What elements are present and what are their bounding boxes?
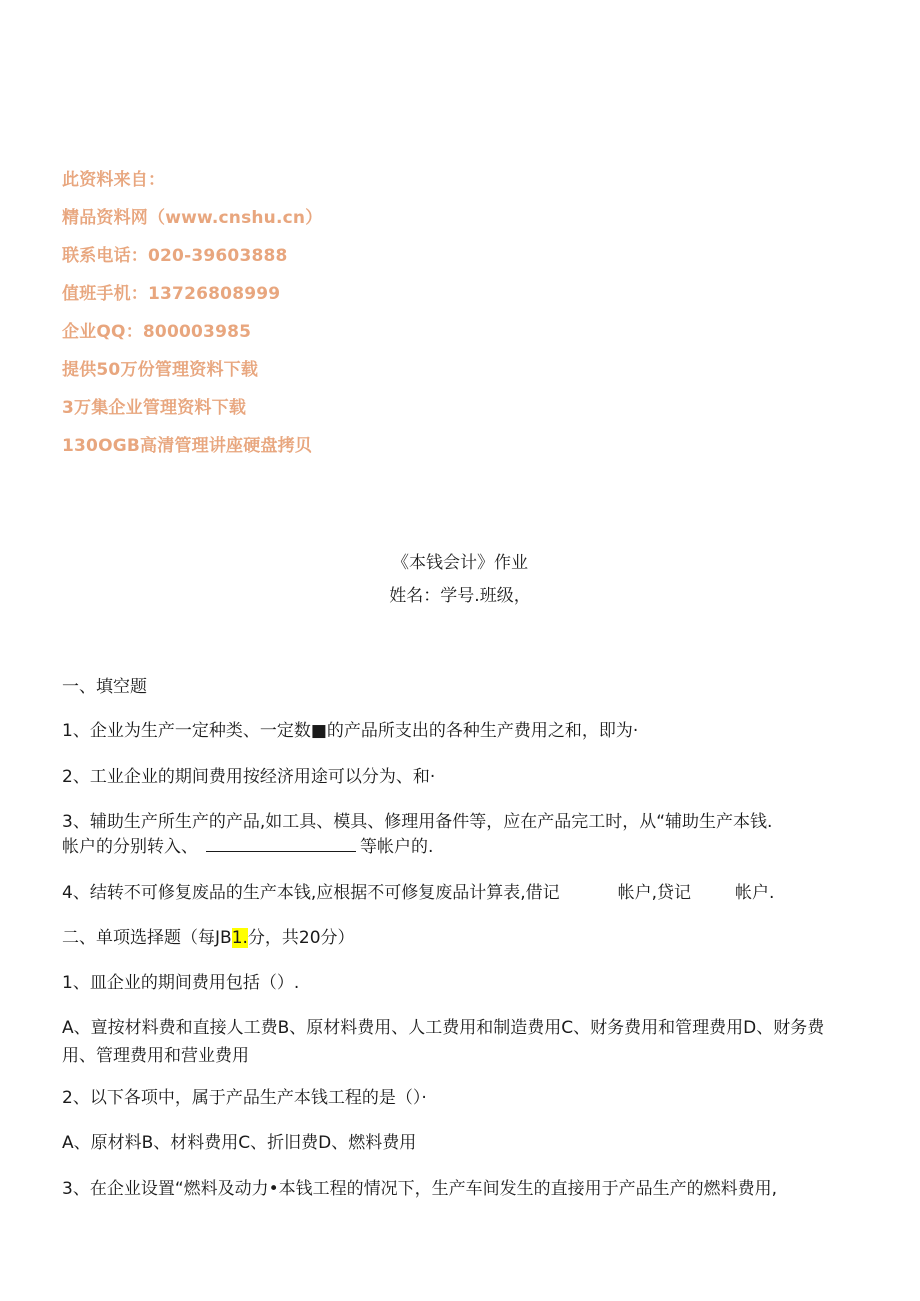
fill-question-3-line-2 (62, 833, 862, 861)
fill-question-2: 2、工业企业的期间费用按经济用途可以分为、和· (62, 767, 436, 787)
choice-question-2-options: A、原材料B、材料费用C、折旧费D、燃料费用 (62, 1133, 417, 1153)
promo-offer-line-1: 提供50万份管理资料下载 (62, 360, 259, 380)
fill-question-3-line-1: 3、辅助生产所生产的产品,如工具、模具、修理用备件等，应在产品完工时，从“辅助生产本钱. (62, 812, 773, 832)
document-title: 《本钱会计》作业 (392, 553, 528, 573)
fill-question-4-text-b: 帐户,贷记 (617, 883, 692, 903)
fill-question-3-text-b: 等帐户的. (360, 837, 434, 857)
promo-website-line: 精品资料网（www.cnshu.cn） (62, 208, 323, 228)
promo-mobile-line: 值班手机：13726808999 (62, 284, 281, 304)
section2-heading-text-a: 二、单项选择题（每JB (62, 928, 232, 948)
promo-block (62, 166, 482, 470)
promo-qq-line: 企业QQ：800003985 (62, 322, 252, 342)
fill-question-4-text-a: 4、结转不可修复废品的生产本钱,应根据不可修复废品计算表,借记 (62, 883, 560, 903)
section-heading-single-choice (62, 924, 862, 952)
promo-offer-line-3: 130OGB高清管理讲座硬盘拷贝 (62, 436, 313, 456)
choice-question-3: 3、在企业设置“燃料及动力•本钱工程的情况下，生产车间发生的直接用于产品生产的燃料费用, (62, 1179, 778, 1199)
choice-question-1: 1、皿企业的期间费用包括（）. (62, 973, 300, 993)
document-subtitle: 姓名：学号.班级， (389, 586, 531, 606)
section2-heading-text-b: 分，共20分） (247, 928, 355, 948)
section-heading-fill-blank: 一、填空题 (62, 677, 147, 697)
highlighted-score: 1. (231, 928, 248, 948)
promo-phone-line: 联系电话：020-39603888 (62, 246, 288, 266)
fill-question-4 (62, 879, 862, 907)
choice-question-1-options: A、亶按材料费和直接人工费B、原材料费用、人工费用和制造费用C、财务费用和管理费用D、财务费用、管理费用和营业费用 (62, 1018, 825, 1066)
fill-question-1: 1、企业为生产一定种类、一定数■的产品所支出的各种生产费用之和，即为· (62, 721, 639, 741)
promo-offer-line-2: 3万集企业管理资料下载 (62, 398, 247, 418)
answer-blank (206, 833, 356, 852)
fill-question-3-text-a: 帐户的分别转入、 (62, 837, 198, 857)
fill-question-4-text-c: 帐户. (735, 883, 775, 903)
choice-question-2: 2、以下各项中，属于产品生产本钱工程的是（）· (62, 1088, 427, 1108)
promo-source-line: 此资料来自： (62, 170, 166, 190)
